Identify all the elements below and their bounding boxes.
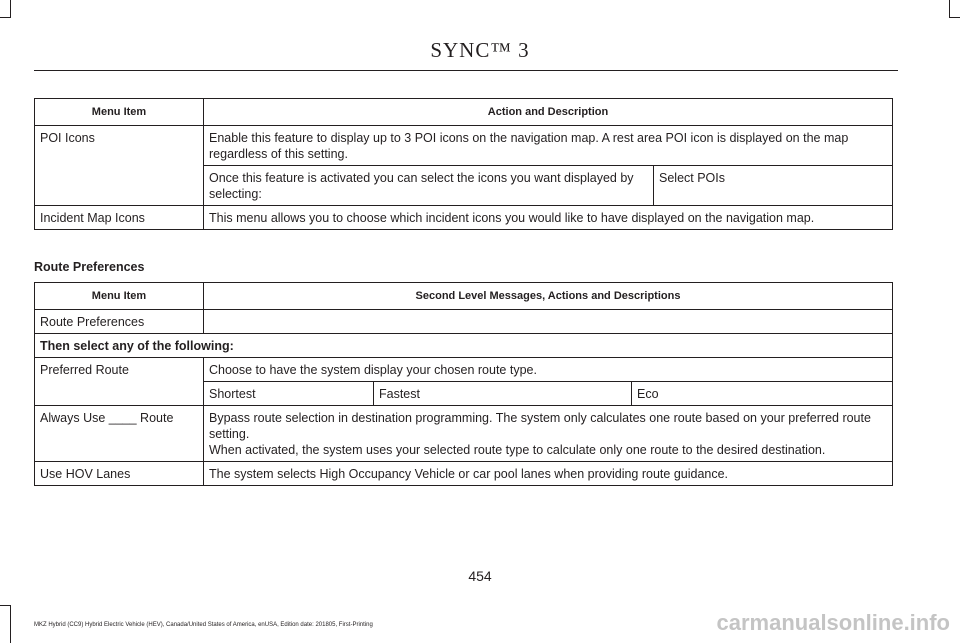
- table-row: [35, 206, 893, 230]
- table-row: [35, 358, 893, 382]
- menu-item-preferred-route: Preferred Route: [35, 358, 204, 406]
- table-row: [35, 126, 893, 166]
- table-row: [35, 462, 893, 486]
- crop-mark-bottom-left-h: [0, 605, 11, 606]
- col-header-second-level: Second Level Messages, Actions and Descriptions: [204, 283, 893, 310]
- table-row: [35, 310, 893, 334]
- desc-always-use-route: [204, 406, 893, 462]
- col-header-menu-item: Menu Item: [35, 283, 204, 310]
- crop-mark-top-left-v: [10, 0, 11, 18]
- desc-always-use-line-1: Bypass route selection in destination programming. The system only calculates one route based on your preferred route setting.: [209, 411, 871, 441]
- desc-poi-icons: Enable this feature to display up to 3 POI icons on the navigation map. A rest area POI icon is displayed on the map regardless of this setting.: [204, 126, 893, 166]
- desc-always-use-line-2: When activated, the system uses your selected route type to calculate only one route to the desired destination.: [209, 443, 826, 457]
- page-number: 454: [468, 568, 492, 584]
- action-select-pois: Select POIs: [654, 166, 893, 206]
- col-header-menu-item: Menu Item: [35, 99, 204, 126]
- watermark-logo: carmanualsonline.info: [716, 610, 950, 635]
- header-divider: [34, 70, 898, 71]
- desc-preferred-route: Choose to have the system display your chosen route type.: [204, 358, 893, 382]
- option-eco: Eco: [632, 382, 893, 406]
- table-row: [35, 406, 893, 462]
- route-preferences-table: [34, 282, 893, 486]
- menu-item-route-preferences: Route Preferences: [35, 310, 204, 334]
- option-fastest: Fastest: [374, 382, 632, 406]
- col-header-action: Action and Description: [204, 99, 893, 126]
- desc-use-hov-lanes: The system selects High Occupancy Vehicle or car pool lanes when providing route guidance.: [204, 462, 893, 486]
- empty-cell: [204, 310, 893, 334]
- crop-mark-top-left-h: [0, 17, 11, 18]
- crop-mark-bottom-left-v: [10, 605, 11, 643]
- option-shortest: Shortest: [204, 382, 374, 406]
- table-header-row: [35, 99, 893, 126]
- menu-item-incident-map-icons: Incident Map Icons: [35, 206, 204, 230]
- section-title-route-preferences: Route Preferences: [34, 260, 145, 274]
- menu-action-table: [34, 98, 893, 230]
- then-select-label: Then select any of the following:: [35, 334, 893, 358]
- crop-mark-top-right-v: [949, 0, 950, 18]
- menu-item-use-hov-lanes: Use HOV Lanes: [35, 462, 204, 486]
- table-row: [35, 334, 893, 358]
- menu-item-always-use-route: Always Use ____ Route: [35, 406, 204, 462]
- page-header-title: SYNC™ 3: [430, 38, 530, 62]
- desc-incident-map-icons: This menu allows you to choose which incident icons you would like to have displayed on the navigation map.: [204, 206, 893, 230]
- desc-poi-activation: Once this feature is activated you can select the icons you want displayed by selecting:: [204, 166, 654, 206]
- footer-edition-text: MKZ Hybrid (CC9) Hybrid Electric Vehicle (HEV), Canada/United States of America, enUSA, Edition date: 201805, First-Printing: [34, 622, 373, 628]
- menu-item-poi-icons: POI Icons: [35, 126, 204, 206]
- crop-mark-top-right-h: [949, 17, 960, 18]
- table-header-row: [35, 283, 893, 310]
